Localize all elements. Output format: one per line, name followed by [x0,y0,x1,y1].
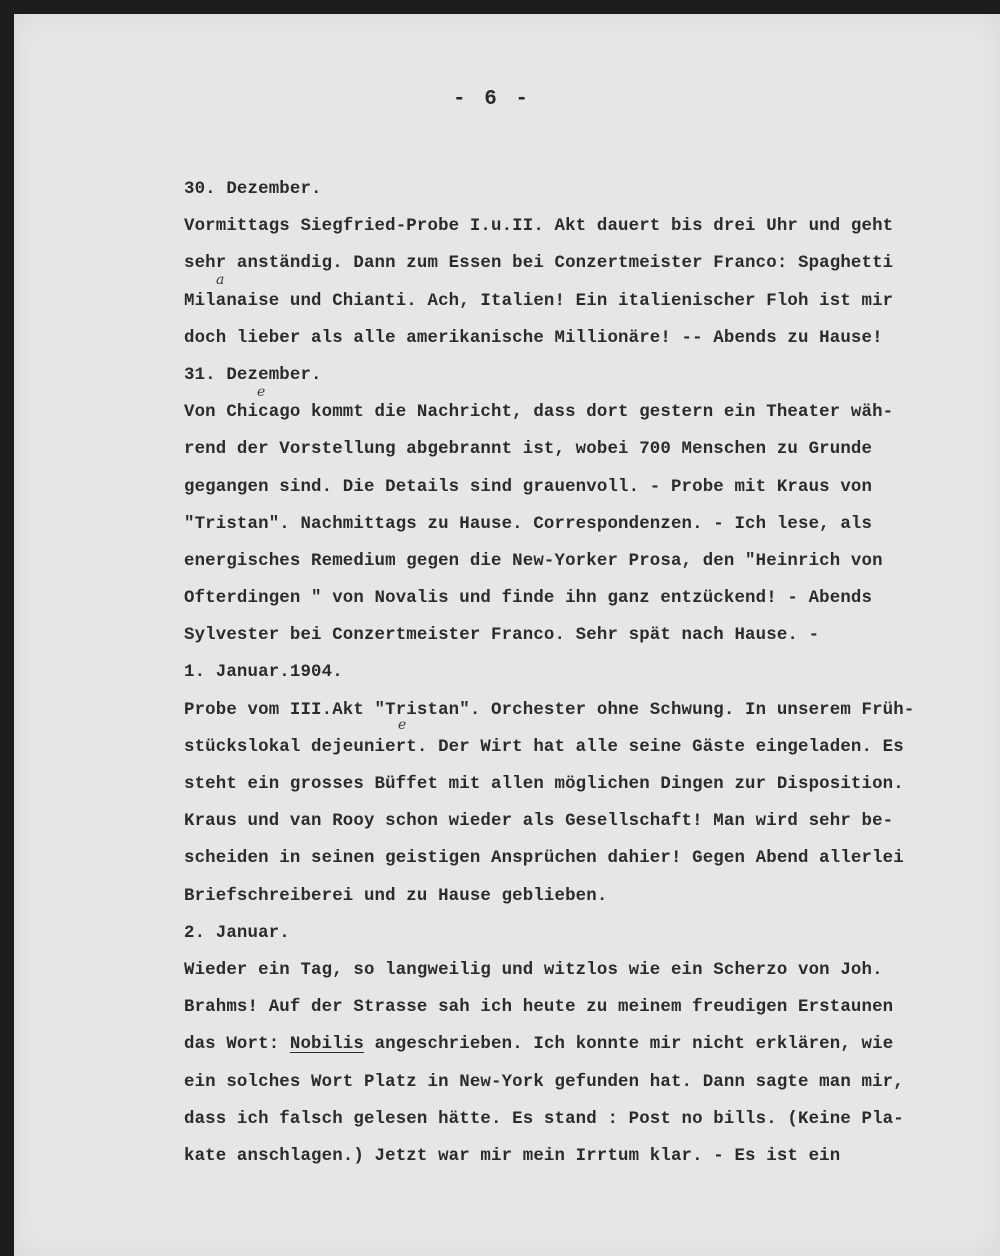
text-line: gegangen sind. Die Details sind grauenvoll. - Probe mit Kraus von [184,477,873,497]
text-line: doch lieber als alle amerikanische Millionäre! -- Abends zu Hause! [184,328,883,348]
underlined-word: Nobilis [289,1035,364,1055]
text-line: Wieder ein Tag, so langweilig und witzlos wie ein Scherzo von Joh. [184,960,883,980]
handwritten-correction: a [216,272,225,288]
text-line: Milanaise und Chianti. Ach, Italien! Ein italienischer Floh ist mir [184,291,894,311]
text-line: Sylvester bei Conzertmeister Franco. Sehr spät nach Hause. - [184,626,820,646]
text-line: sehr anständig. Dann zum Essen bei Conzertmeister Franco: Spaghetti [184,254,894,274]
text-line: Ofterdingen " von Novalis und finde ihn ganz entzückend! - Abends [184,589,873,609]
text-line: stückslokal dejeuniert. Der Wirt hat alle seine Gäste eingeladen. Es [184,737,904,757]
diary-text [184,171,974,1175]
text-line: rend der Vorstellung abgebrannt ist, wobei 700 Menschen zu Grunde [184,440,873,460]
text-line-nobilis [184,1026,974,1063]
text-fragment: angeschrieben. Ich konnte mir nicht erklären, wie [363,1035,894,1055]
typewritten-page [14,14,1000,1256]
page-number: - 6 - [452,88,531,111]
text-line: "Tristan". Nachmittags zu Hause. Correspondenzen. - Ich lese, als [184,514,873,534]
text-line: Briefschreiberei und zu Hause geblieben. [184,886,608,906]
handwritten-correction: e [398,717,407,733]
date-heading: 30. Dezember. [184,180,322,199]
date-heading: 1. Januar.1904. [184,663,343,683]
text-line: scheiden in seinen geistigen Ansprüchen dahier! Gegen Abend allerlei [184,849,904,869]
text-line: Vormittags Siegfried-Probe I.u.II. Akt dauert bis drei Uhr und geht [184,217,894,237]
text-line: steht ein grosses Büffet mit allen möglichen Dingen zur Disposition. [184,775,904,794]
date-heading: 31. Dezember. [184,365,322,385]
text-line: Probe vom III.Akt "Tristan". Orchester ohne Schwung. In unserem Früh- [184,700,915,720]
date-heading: 2. Januar. [184,923,290,943]
text-line: Kraus und van Rooy schon wieder als Gesellschaft! Man wird sehr be- [184,812,894,832]
handwritten-correction: e [257,384,266,400]
text-line: ein solches Wort Platz in New-York gefunden hat. Dann sagte man mir, [184,1072,904,1092]
text-line: Brahms! Auf der Strasse sah ich heute zu meinem freudigen Erstaunen [184,998,894,1018]
text-line: dass ich falsch gelesen hätte. Es stand : Post no bills. (Keine Pla- [184,1109,904,1129]
text-line: energisches Remedium gegen die New-Yorker Prosa, den "Heinrich von [184,551,883,571]
text-fragment: das Wort: [184,1035,290,1055]
text-line: kate anschlagen.) Jetzt war mir mein Irrtum klar. - Es ist ein [184,1146,841,1166]
text-line: Von Chicago kommt die Nachricht, dass dort gestern ein Theater wäh- [184,403,894,423]
